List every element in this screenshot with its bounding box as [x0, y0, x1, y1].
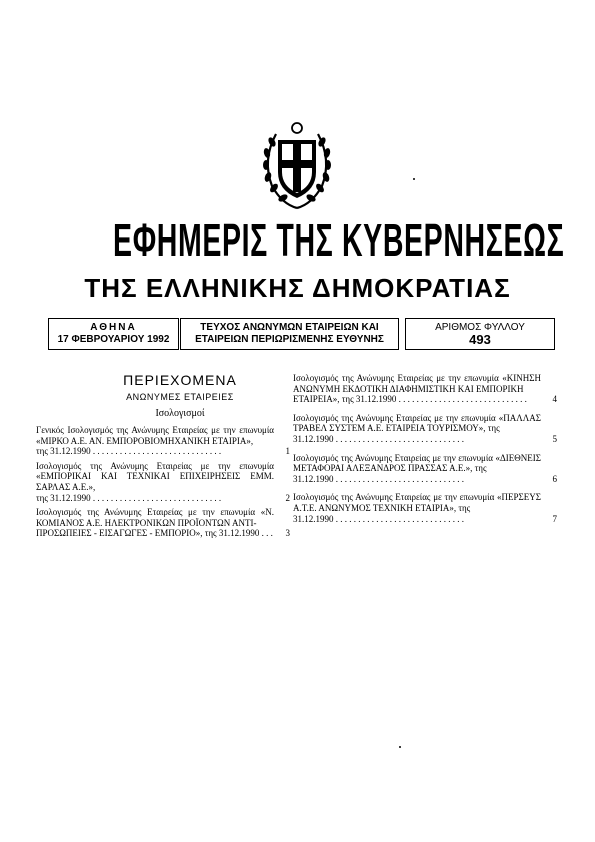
entry-text: Ισολογισμός της Ανώνυμης Εταιρείας με την επωνυμία «Ν. ΚΟΜΙΑΝΟΣ Α.Ε. ΗΛΕΚΤΡΟΝΙΚΩΝ ΠΡΟΪΟΝΤΩΝ ΑΝΤΙ- [36, 507, 274, 528]
contents-entry [36, 461, 290, 503]
issue-type-line-2: ΕΤΑΙΡΕΙΩΝ ΠΕΡΙΩΡΙΣΜΕΝΗΣ ΕΥΘΥΝΗΣ [195, 334, 384, 345]
issue-type-line-1: ΤΕΥΧΟΣ ΑΝΩΝΥΜΩΝ ΕΤΑΙΡΕΙΩΝ ΚΑΙ [200, 322, 379, 333]
entry-text: Ισολογισμός της Ανώνυμης Εταιρείας με την επωνυμία «ΠΕΡΣΕΥΣ Α.Τ.Ε. ΑΝΩΝΥΜΟΣ ΤΕΧΝΙΚΗ ΕΤΑΙΡΙΑ», της [293, 492, 541, 513]
sheet-number-box [405, 318, 555, 350]
gazette-title: ΕΦΗΜΕΡΙΣ ΤΗΣ ΚΥΒΕΡΝΗΣΕΩΣ [113, 214, 565, 266]
contents-left-column [36, 425, 290, 543]
contents-entry [293, 453, 557, 485]
entry-lead: της 31.12.1990 . . . [36, 493, 274, 504]
scan-speck [399, 746, 401, 748]
entry-text: Ισολογισμός της Ανώνυμης Εταιρείας με την επωνυμία «ΔΙΕΘΝΕΙΣ ΜΕΤΑΦΟΡΑΙ ΑΛΕΞΑΝΔΡΟΣ ΠΡΑΣΣΑΣ Α.Ε.», της [293, 452, 541, 474]
entry-page: 1 [285, 446, 290, 457]
contents-heading: ΠΕΡΙΕΧΟΜΕΝΑ [123, 372, 237, 388]
sheet-number: 493 [469, 332, 491, 347]
issue-date: 17 ΦΕΒΡΟΥΑΡΙΟΥ 1992 [57, 334, 170, 345]
entry-lead: 31.12.1990 . . . [293, 434, 541, 445]
entry-page: 6 [552, 473, 557, 484]
issue-city: ΑΘΗΝΑ [90, 322, 137, 333]
contents-right-column [293, 373, 557, 532]
contents-entry [36, 507, 290, 539]
entry-lead: ΠΡΟΣΩΠΕΙΕΣ - ΕΙΣΑΓΩΓΕΣ - ΕΜΠΟΡΙΟ», της 31.12.1990 . . . [36, 528, 274, 539]
entry-text: Ισολογισμός της Ανώνυμης Εταιρείας με την επωνυμία «ΕΜΠΟΡΙΚΑΙ ΚΑΙ ΤΕΧΝΙΚΑΙ ΕΠΙΧΕΙΡΗΣΕΙΣ ΕΜΜ. ΣΑΡΛΑΣ Α.Ε.», [36, 460, 274, 492]
contents-entry [293, 373, 557, 405]
contents-entry [293, 413, 557, 445]
entry-page: 3 [285, 528, 290, 539]
coat-of-arms-emblem [258, 120, 336, 212]
issue-date-box [48, 318, 179, 350]
issue-type-box [180, 318, 399, 350]
entry-lead: ΕΤΑΙΡΕΙΑ», της 31.12.1990 . . . [293, 394, 541, 405]
entry-text: Γενικός Ισολογισμός της Ανώνυμης Εταιρείας με την επωνυμία «ΜΙΡΚΟ Α.Ε. ΑΝ. ΕΜΠΟΡΟΒΙΟΜΗΧΑΝΙΚΗ ΕΤΑΙΡΙΑ», [36, 425, 274, 446]
entry-lead: της 31.12.1990 . . . [36, 446, 274, 457]
entry-text: Ισολογισμός της Ανώνυμης Εταιρείας με την επωνυμία «ΠΑΛΛΑΣ ΤΡΑΒΕΛ ΣΥΣΤΕΜ Α.Ε. ΕΤΑΙΡΕΙΑ ΤΟΥΡΙΣΜΟΥ», της [293, 412, 541, 434]
subsection-heading: Ισολογισμοί [155, 408, 205, 419]
entry-lead: 31.12.1990 . . . [293, 514, 541, 525]
gazette-subtitle: ΤΗΣ ΕΛΛΗΝΙΚΗΣ ΔΗΜΟΚΡΑΤΙΑΣ [84, 273, 511, 303]
contents-entry [36, 425, 290, 457]
sheet-number-label: ΑΡΙΘΜΟΣ ΦΥΛΛΟΥ [435, 322, 525, 333]
entry-page: 5 [552, 433, 557, 444]
entry-text: Ισολογισμός της Ανώνυμης Εταιρείας με την επωνυμία «ΚΙΝΗΣΗ ΑΝΩΝΥΜΗ ΕΚΔΟΤΙΚΗ ΔΙΑΦΗΜΙΣΤΙΚΗ ΚΑΙ ΕΜΠΟΡΙΚΗ [293, 373, 541, 394]
entry-page: 7 [552, 513, 557, 524]
scan-speck [413, 178, 415, 180]
entry-lead: 31.12.1990 . . . [293, 474, 541, 485]
entry-page: 4 [552, 394, 557, 405]
section-heading: ΑΝΩΝΥΜΕΣ ΕΤΑΙΡΕΙΕΣ [126, 392, 234, 402]
contents-entry [293, 492, 557, 524]
entry-page: 2 [285, 492, 290, 503]
